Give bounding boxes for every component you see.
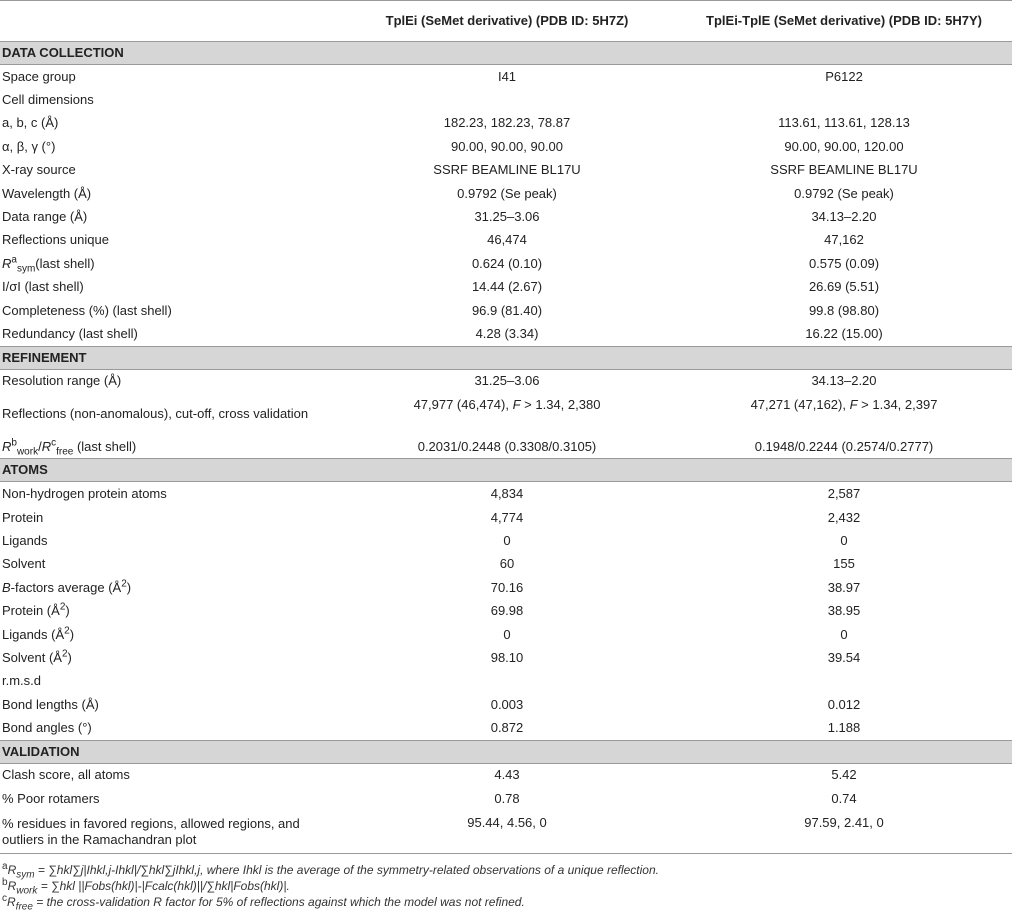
value-tplei-tple: 47,162 [824,232,864,248]
footnote-text: = ∑hkl∑j|Ihkl,j-Ihkl|/∑hkl∑jIhkl,j, where Ihkl is the average of the symmetry-related observations of a unique reflection. [34,862,659,877]
value-tplei: 14.44 (2.67) [471,279,543,295]
row-label: Space group [2,68,76,84]
row-label: r.m.s.d [2,673,42,689]
rsym-sup: a [11,254,17,266]
table-row [0,811,1012,854]
ligands-a2-sup: 2 [64,625,70,637]
ligands-a2-close: ) [69,626,75,642]
row-label: Clash score, all atoms [2,767,130,783]
bfactor-label: -factors average (Å [10,579,122,595]
rwork-tail: (last shell) [76,438,137,454]
footnote-mark: b [2,876,8,888]
value-tplei-tple: 0.012 [827,696,861,712]
header-tplei: TplEi (SeMet derivative) (PDB ID: 5H7Z) [338,1,676,42]
rsym-sub: sym [16,263,36,275]
value-tplei: 98.10 [490,649,524,665]
section-atoms [0,459,1012,482]
value-tplei: 90.00, 90.00, 90.00 [450,138,564,154]
bfactor-b: B [2,579,11,595]
value-tplei-tple: 0 [840,626,848,642]
value-tplei: 0.872 [490,720,524,736]
value-tplei-tple: 0 [840,532,848,548]
row-label: X-ray source [2,162,76,178]
footnote-mark: a [2,860,8,872]
table-row [0,623,1012,646]
row-label [0,576,338,599]
rfree-sup: c [51,437,57,449]
table-row [0,787,1012,810]
row-label [0,623,338,646]
row-label: Wavelength (Å) [2,185,92,201]
table-row [0,506,1012,529]
rsym-tail: (last shell) [35,255,95,271]
section-title: ATOMS [0,459,1012,482]
section-refinement [0,346,1012,369]
table-row [0,112,1012,135]
refl-v1-a: 47,977 (46,474), [413,397,509,413]
value-tplei: 0.9792 (Se peak) [457,185,557,201]
row-label: Resolution range (Å) [2,373,122,389]
row-label: Non-hydrogen protein atoms [2,486,167,502]
value-tplei-tple: 26.69 (5.51) [808,279,880,295]
section-validation [0,740,1012,763]
protein-a2-sup: 2 [59,601,66,613]
row-label: I/σI (last shell) [2,279,84,295]
table-row [0,229,1012,252]
value-tplei [338,670,676,693]
value-tplei-tple: 90.00, 90.00, 120.00 [784,138,904,154]
value-tplei: SSRF BEAMLINE BL17U [433,162,581,178]
table-row [0,393,1012,435]
footnote-c [2,894,1010,910]
row-label: Bond lengths (Å) [2,696,99,712]
footnote-r: R [7,862,17,877]
row-label: Reflections unique [2,232,109,248]
footnote-r: R [7,878,17,893]
row-label: Redundancy (last shell) [2,325,138,341]
value-tplei-tple: 2,432 [827,509,861,525]
value-tplei: 4.28 (3.34) [475,325,539,341]
value-tplei-tple: 0.575 (0.09) [808,255,880,271]
section-title: DATA COLLECTION [0,42,1012,65]
row-label [0,599,338,622]
footnote-text: = the cross-validation R factor for 5% of reflections against which the model was not refined. [32,894,525,909]
row-label: Completeness (%) (last shell) [2,302,172,318]
value-tplei-tple: 5.42 [831,767,857,783]
footnote-text: = ∑hkl ||Fobs(hkl)|-|Fcalc(hkl)||/∑hkl|Fobs(hkl)|. [37,878,290,893]
value-tplei-tple: 16.22 (15.00) [805,325,883,341]
ligands-a2-label: Ligands (Å [2,626,65,642]
value-tplei [338,88,676,111]
protein-a2-label: Protein (Å [2,603,60,619]
table-row [0,646,1012,669]
value-tplei-tple: 99.8 (98.80) [808,302,880,318]
table-row [0,435,1012,459]
rsym-r: R [2,255,12,271]
rfree-r: R [41,438,52,454]
value-tplei: 31.25–3.06 [474,373,540,389]
table-row [0,576,1012,599]
table-row [0,205,1012,228]
footnote-r: R [7,894,16,909]
value-tplei: 70.16 [490,579,524,595]
section-title: VALIDATION [0,740,1012,763]
table-row [0,276,1012,299]
section-title: REFINEMENT [0,346,1012,369]
value-tplei: 96.9 (81.40) [471,302,543,318]
value-tplei-tple: 0.1948/0.2244 (0.2574/0.2777) [754,438,934,454]
value-tplei-tple [676,670,1012,693]
footnote-b [2,878,1010,894]
table-row [0,553,1012,576]
value-tplei-tple: 0.9792 (Se peak) [794,185,894,201]
row-label [0,435,338,459]
solvent-a2-label: Solvent (Å [2,649,62,665]
table-row [0,252,1012,275]
value-tplei: 0.003 [490,696,524,712]
value-tplei-tple: 39.54 [827,649,861,665]
table-row [0,693,1012,716]
value-tplei-tple [676,88,1012,111]
rwork-r: R [2,438,12,454]
row-label: Ligands [2,532,48,548]
value-tplei-tple: 34.13–2.20 [811,373,877,389]
value-tplei-tple: 113.61, 113.61, 128.13 [778,115,910,131]
refl-v1-b: > 1.34, 2,380 [524,397,601,413]
value-tplei-tple: 38.95 [827,603,861,619]
row-label: α, β, γ (°) [2,138,56,154]
table-row [0,88,1012,111]
table-row [0,763,1012,787]
table-row [0,482,1012,506]
row-label: Protein [2,509,44,525]
protein-a2-close: ) [65,603,70,619]
refl-v1-f: F [512,397,521,413]
value-tplei-tple: 1.188 [827,720,861,736]
header-tplei-tple: TplEi-TplE (SeMet derivative) (PDB ID: 5H7Y) [676,1,1012,42]
value-tplei-tple: 97.59, 2.41, 0 [676,811,1012,854]
value-tplei: 4,774 [490,509,524,525]
footnote-a [2,862,1010,878]
value-tplei: 31.25–3.06 [474,209,540,225]
value-tplei: 60 [499,556,515,572]
solvent-a2-sup: 2 [61,648,68,660]
table-row [0,299,1012,322]
bfactor-sup: 2 [121,578,127,590]
section-data-collection [0,42,1012,65]
rfree-sub: free [56,446,74,458]
row-label: a, b, c (Å) [2,115,59,131]
table-row [0,716,1012,740]
footnote-sub: work [16,884,38,896]
value-tplei [338,393,676,435]
header-blank [0,1,338,42]
value-tplei: 69.98 [490,603,524,619]
table-row [0,529,1012,552]
table-row [0,65,1012,89]
value-tplei: 0.624 (0.10) [471,255,543,271]
footnote-mark: c [2,892,7,904]
value-tplei: 95.44, 4.56, 0 [338,811,676,854]
table-row [0,135,1012,158]
value-tplei: 0 [503,532,511,548]
row-label [0,252,338,275]
rwork-slash: / [38,438,42,454]
rwork-sub: work [16,446,39,458]
value-tplei: 0 [503,626,511,642]
table-row [0,369,1012,393]
rwork-sup: b [11,437,17,449]
table-header-row [0,1,1012,42]
value-tplei-tple: 2,587 [827,486,861,502]
row-label: % Poor rotamers [2,790,100,806]
value-tplei-tple: P6122 [825,68,863,84]
value-tplei: I41 [497,68,517,84]
table-row [0,182,1012,205]
table-row [0,159,1012,182]
footnote-sub: free [15,900,33,912]
row-label: Solvent [2,556,46,572]
table-row [0,599,1012,622]
value-tplei-tple: SSRF BEAMLINE BL17U [770,162,918,178]
value-tplei: 0.2031/0.2448 (0.3308/0.3105) [417,438,597,454]
value-tplei-tple: 34.13–2.20 [811,209,877,225]
refl-v2-f: F [849,397,858,413]
refl-v2-b: > 1.34, 2,397 [861,397,938,413]
value-tplei: 0.78 [494,790,520,806]
value-tplei: 4,834 [490,486,524,502]
table-row [0,670,1012,693]
row-label: Cell dimensions [2,92,94,108]
value-tplei: 46,474 [487,232,527,248]
row-label: Reflections (non-anomalous), cut-off, cross validation [2,406,309,422]
value-tplei: 182.23, 182.23, 78.87 [443,115,571,131]
row-label [0,646,338,669]
bfactor-close: ) [126,579,132,595]
row-label: Bond angles (°) [2,720,92,736]
value-tplei-tple [676,393,1012,435]
solvent-a2-close: ) [67,649,72,665]
value-tplei-tple: 155 [833,556,855,572]
value-tplei-tple: 38.97 [827,579,861,595]
table-row [0,322,1012,346]
value-tplei: 4.43 [494,767,520,783]
footnote-sub: sym [16,868,35,880]
row-label: % residues in favored regions, allowed regions, and outliers in the Ramachandran plot [0,811,338,854]
table-footnotes [0,854,1012,910]
row-label: Data range (Å) [2,209,88,225]
value-tplei-tple: 0.74 [831,790,857,806]
refl-v2-a: 47,271 (47,162), [750,397,846,413]
